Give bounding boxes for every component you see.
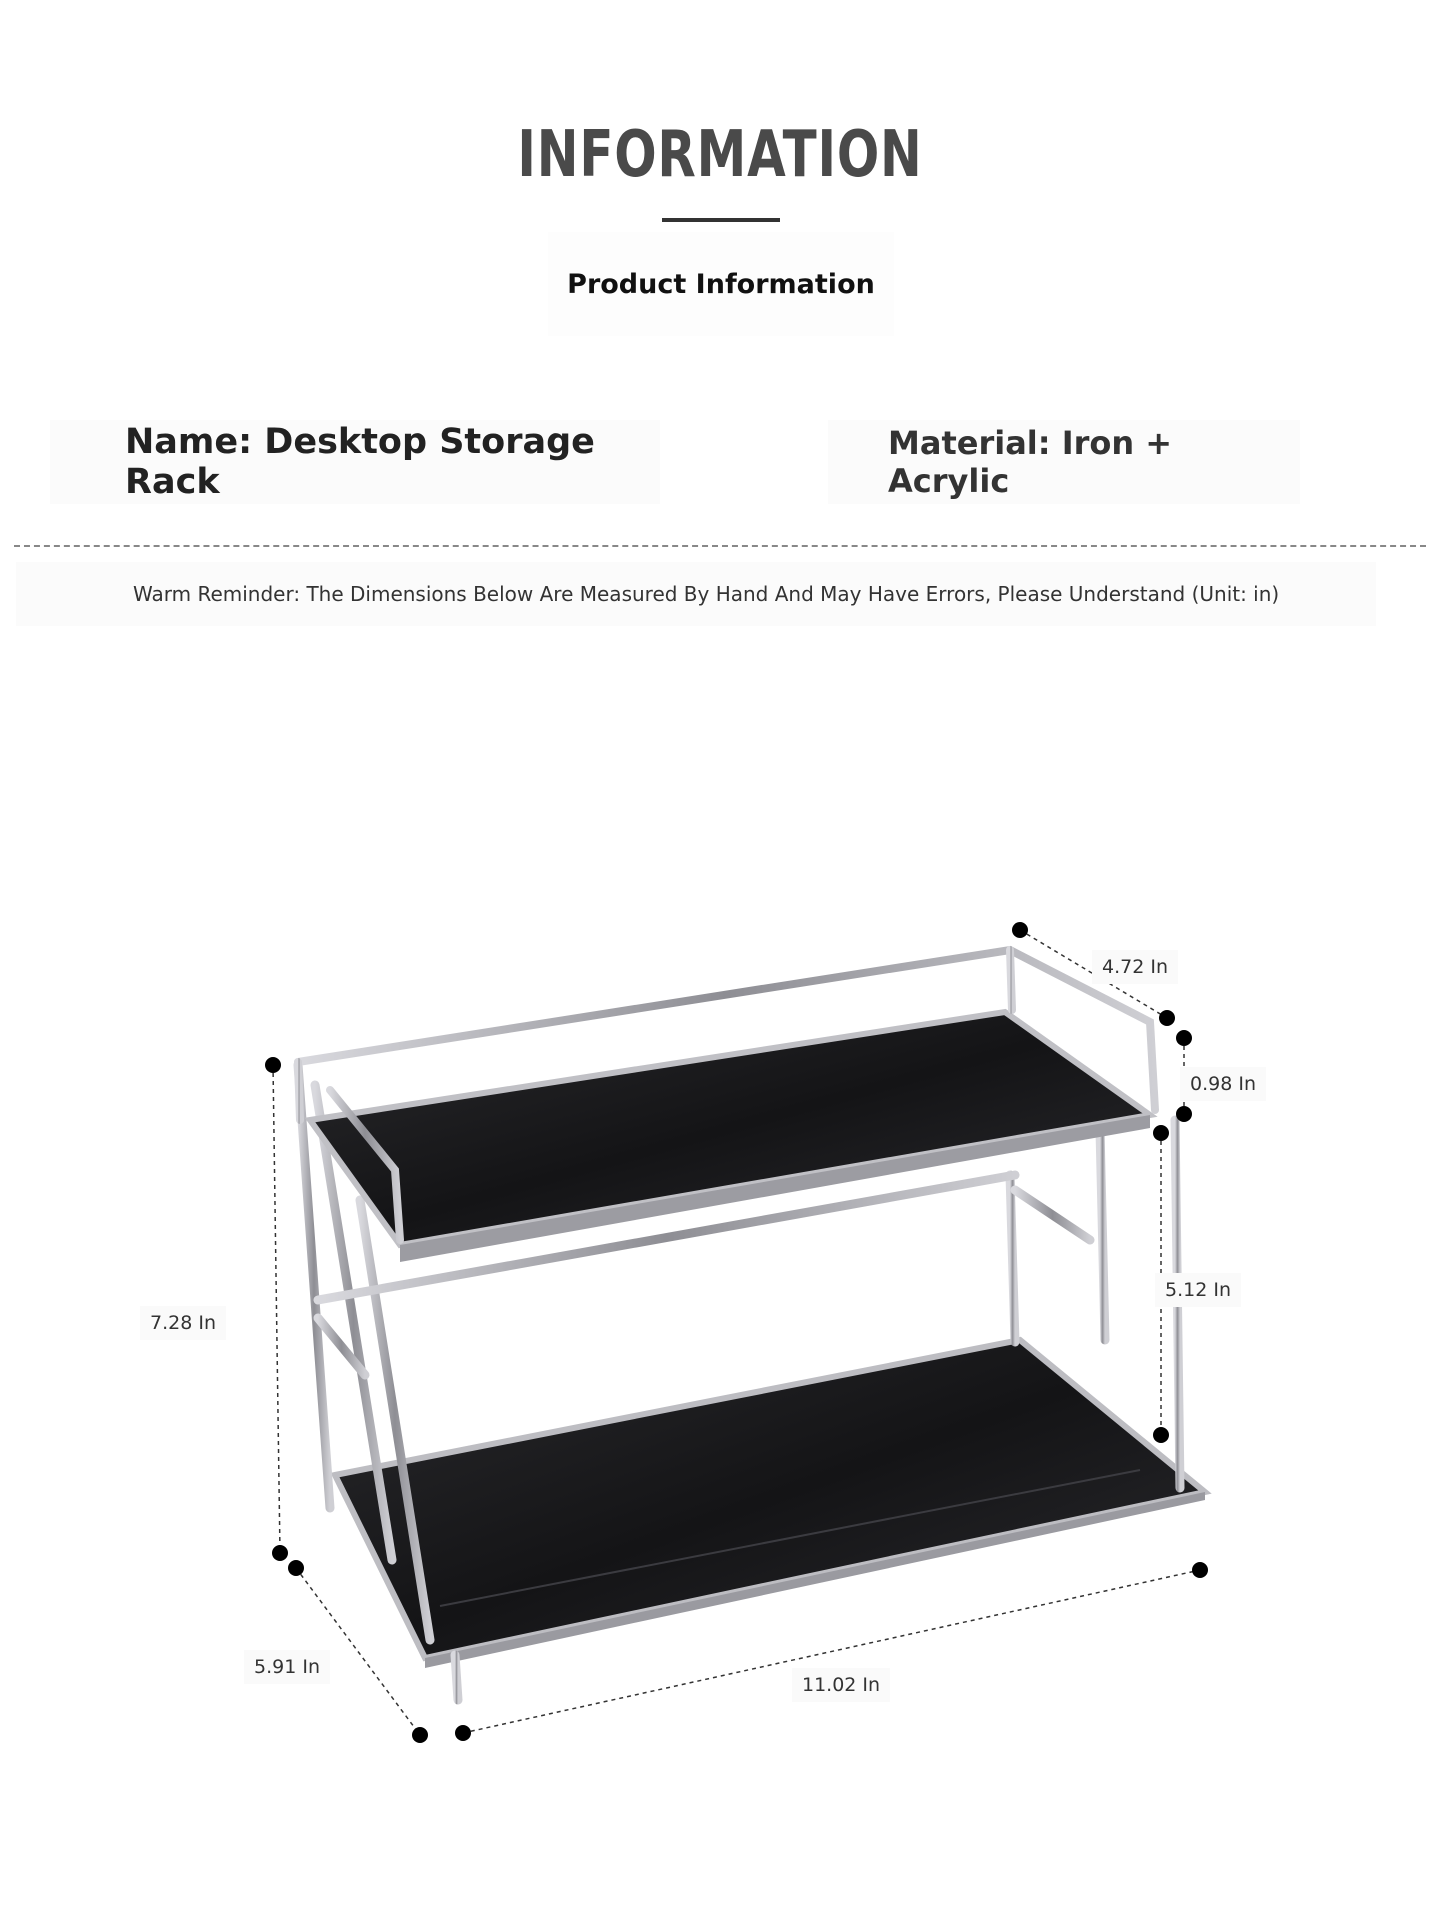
dimension-rail-height: 0.98 In	[1180, 1067, 1266, 1101]
product-name: Name: Desktop Storage Rack	[50, 420, 660, 504]
page-heading: INFORMATION	[517, 118, 923, 192]
warm-reminder: Warm Reminder: The Dimensions Below Are Measured By Hand And May Have Errors, Please Understand (Unit: in)	[16, 562, 1376, 626]
dimension-width: 11.02 In	[792, 1668, 890, 1702]
dimension-shelf-gap: 5.12 In	[1155, 1273, 1241, 1307]
dimension-total-height: 7.28 In	[140, 1306, 226, 1340]
dimension-top-depth: 4.72 In	[1092, 950, 1178, 984]
dimension-bottom-depth: 5.91 In	[244, 1650, 330, 1684]
product-material: Material: Iron + Acrylic	[828, 420, 1300, 504]
bottom-shelf	[335, 1340, 1205, 1668]
section-title: Product Information	[548, 232, 894, 336]
